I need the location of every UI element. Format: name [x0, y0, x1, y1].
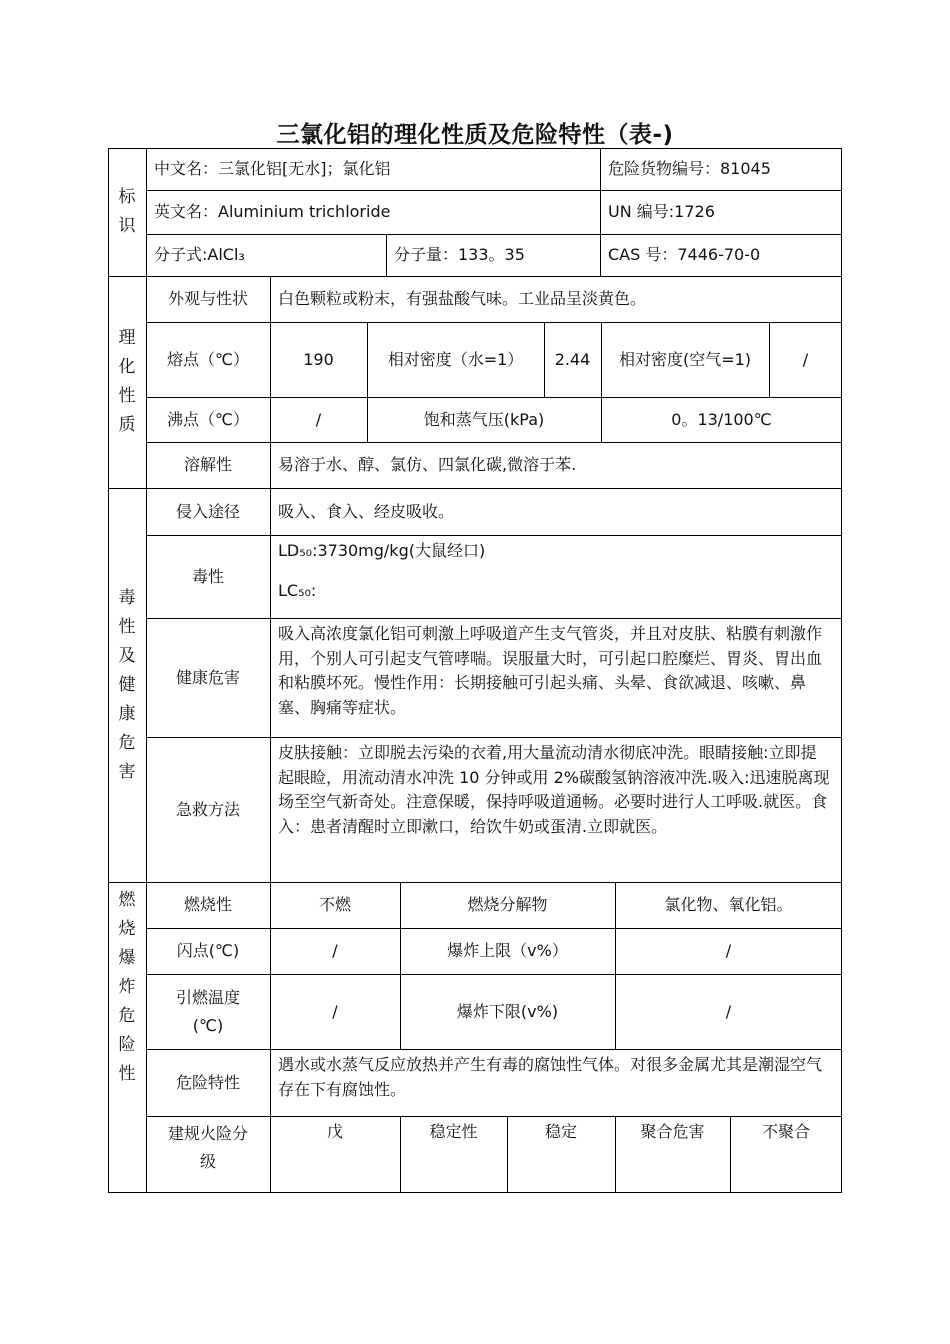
solubility-label: 溶解性 [183, 455, 232, 474]
hazard-characteristics-value: 遇水或水蒸气反应放热并产生有毒的腐蚀性气体。对很多金属尤其是潮湿空气存在下有腐蚀性。 [278, 1055, 823, 1099]
molecular-weight: 分子量：133。35 [394, 245, 525, 264]
chinese-name: 中文名：三氯化铝[无水]；氯化铝 [154, 159, 391, 178]
polymerization-hazard-value: 不聚合 [761, 1122, 810, 1141]
relative-density-air-value: / [802, 349, 809, 369]
ignition-temperature-value: / [332, 1001, 338, 1021]
flammability-label: 燃烧性 [183, 895, 232, 914]
stability-label: 稳定性 [429, 1122, 478, 1141]
appearance-value: 白色颗粒或粉末，有强盐酸气味。工业品呈淡黄色。 [278, 289, 647, 308]
section-fire-explosion: 燃烧爆炸危险性 [118, 890, 136, 1084]
health-hazard-label: 健康危害 [175, 667, 240, 687]
relative-density-air-label: 相对密度(空气=1) [618, 349, 752, 369]
dangerous-goods-number: 危险货物编号：81045 [608, 159, 771, 178]
toxicity-values [270, 535, 842, 618]
flash-point-value: / [332, 941, 338, 960]
boiling-point-value: / [315, 409, 322, 429]
relative-density-water-label: 相对密度（水=1） [387, 349, 524, 369]
molecular-formula: 分子式:AlCl₃ [154, 245, 245, 264]
upper-explosive-limit-label: 爆炸上限（v%） [447, 941, 568, 960]
melting-point-label: 熔点（℃） [167, 349, 249, 369]
polymerization-hazard-label: 聚合危害 [640, 1122, 705, 1141]
first-aid-value: 皮肤接触：立即脱去污染的衣着,用大量流动清水彻底冲洗。眼睛接触:立即提起眼睑，用流动清水冲洗 10 分钟或用 2%碳酸氢钠溶液冲洗.吸入:迅速脱离现场至空气新奇处。注意保暖，保持呼吸道通畅。必要时进行人工呼吸.就医。食入：患者清醒时立即漱口，给饮牛奶或蛋清.立即就医。 [278, 743, 830, 836]
stability-value: 稳定 [544, 1122, 577, 1141]
document-title: 三氯化铝的理化性质及危险特性（表-) [276, 122, 674, 148]
decomposition-products-value: 氯化物、氧化铝。 [664, 895, 793, 914]
exposure-route-label: 侵入途径 [175, 501, 240, 521]
vapor-pressure-value: 0。13/100℃ [671, 409, 772, 429]
cas-number: CAS 号：7446-70-0 [608, 245, 761, 264]
lower-explosive-limit-value: / [725, 1001, 732, 1021]
english-name: 英文名：Aluminium trichloride [154, 202, 391, 221]
flash-point-label: 闪点(℃) [176, 941, 240, 960]
hazard-characteristics-label: 危险特性 [175, 1072, 240, 1092]
appearance-label: 外观与性状 [167, 289, 248, 308]
flammability-value: 不燃 [318, 895, 351, 914]
relative-density-water-value: 2.44 [554, 349, 591, 369]
ignition-temperature-label: 引燃温度(℃) [175, 987, 240, 1035]
boiling-point-label: 沸点（℃） [167, 409, 249, 429]
section-identification: 标识 [118, 187, 136, 236]
section-toxicity: 毒性及健康危害 [118, 587, 136, 782]
vapor-pressure-label: 饱和蒸气压(kPa) [423, 409, 545, 429]
health-hazard-value: 吸入高浓度氯化铝可刺激上呼吸道产生支气管炎，并且对皮肤、粘膜有刺激作用，个别人可引起支气管哮喘。误服量大时，可引起口腔糜烂、胃炎、胃出血和粘膜坏死。慢性作用：长期接触可引起头痛、头晕、食欲减退、咳嗽、鼻塞、胸痛等症状。 [278, 624, 823, 717]
fire-hazard-class-value: 戊 [326, 1122, 343, 1141]
un-number: UN 编号:1726 [608, 202, 715, 221]
lower-explosive-limit-label: 爆炸下限(v%) [456, 1001, 559, 1021]
ld50-value: LD₅₀:3730mg/kg(大鼠经口) [278, 541, 486, 560]
solubility-value: 易溶于水、醇、氯仿、四氯化碳,微溶于苯. [278, 455, 577, 474]
section-physicochemical: 理化性质 [118, 328, 136, 435]
lc50-value: LC₅₀: [278, 581, 317, 600]
toxicity-label: 毒性 [191, 566, 224, 586]
exposure-route-value: 吸入、食入、经皮吸收。 [278, 501, 455, 521]
msds-table [108, 148, 842, 1193]
decomposition-products-label: 燃烧分解物 [467, 895, 548, 914]
fire-hazard-class-label: 建规火险分级 [167, 1124, 248, 1171]
upper-explosive-limit-value: / [725, 941, 732, 960]
first-aid-label: 急救方法 [175, 799, 240, 819]
melting-point-value: 190 [303, 349, 334, 369]
